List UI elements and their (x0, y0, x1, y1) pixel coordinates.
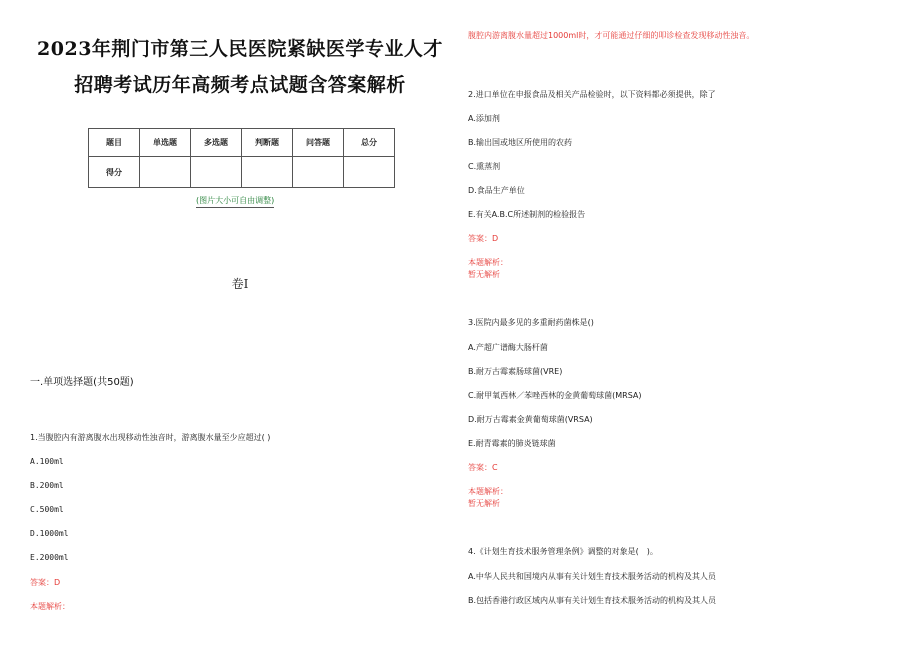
q4-option-b: B.包括香港行政区域内从事有关计划生育技术服务活动的机构及其人员 (468, 596, 717, 605)
q2-stem: 2.进口单位在申报食品及相关产品检验时，以下资料都必须提供，除了 (468, 90, 716, 99)
q4-option-a: A.中华人民共和国境内从事有关计划生育技术服务活动的机构及其人员 (468, 572, 716, 581)
q4-stem: 4.《计划生育技术服务管理条例》调整的对象是( )。 (468, 547, 658, 556)
q1-option-b: B.200ml (30, 481, 64, 490)
q2-option-a: A.添加剂 (468, 114, 500, 123)
page-title-line1: 2023年荆门市第三人民医院紧缺医学专业人才 (37, 38, 443, 60)
score-cell (242, 157, 293, 188)
q2-analysis-label: 本题解析： (468, 258, 508, 267)
q1-analysis-label: 本题解析： (30, 602, 70, 611)
q1-answer: 答案：D (30, 578, 61, 587)
q1-option-d: D.1000ml (30, 529, 69, 538)
score-header-cell: 总分 (344, 129, 395, 157)
score-header-cell: 单选题 (140, 129, 191, 157)
score-header-cell: 题目 (89, 129, 140, 157)
q3-answer: 答案：C (468, 463, 498, 472)
q2-analysis-text: 暂无解析 (468, 270, 500, 279)
score-table (88, 128, 395, 188)
q3-option-a: A.产超广谱酶大肠杆菌 (468, 343, 548, 352)
right-column (468, 0, 908, 651)
q1-option-e: E.2000ml (30, 553, 69, 562)
score-table-score-row (89, 157, 395, 188)
score-cell (344, 157, 395, 188)
q2-option-c: C.熏蒸剂 (468, 162, 501, 171)
q1-analysis-text: 腹腔内游离腹水量超过1000ml时，才可能通过仔细的叩诊检查发现移动性浊音。 (468, 31, 755, 40)
q3-option-d: D.耐万古霉素金黄葡萄球菌(VRSA) (468, 415, 593, 424)
q3-analysis-label: 本题解析： (468, 487, 508, 496)
score-header-cell: 多选题 (191, 129, 242, 157)
q3-option-c: C.耐甲氧西林／苯唑西林的金黄葡萄球菌(MRSA) (468, 391, 642, 400)
score-header-cell: 问答题 (293, 129, 344, 157)
table-note: (图片大小可自由调整) (196, 195, 274, 208)
score-cell (140, 157, 191, 188)
q2-option-e: E.有关A.B.C所述制剂的检验报告 (468, 210, 586, 219)
score-cell (293, 157, 344, 188)
q3-option-b: B.耐万古霉素肠球菌(VRE) (468, 367, 563, 376)
q2-option-b: B.输出国或地区所使用的农药 (468, 138, 573, 147)
score-header-cell: 判断题 (242, 129, 293, 157)
q2-answer: 答案：D (468, 234, 499, 243)
q3-option-e: E.耐青霉素的肺炎链球菌 (468, 439, 556, 448)
page-title-line2: 招聘考试历年高频考点试题含答案解析 (74, 74, 406, 96)
q1-option-c: C.500ml (30, 505, 64, 514)
score-table-header-row (89, 129, 395, 157)
q1-stem: 1.当腹腔内有游离腹水出现移动性浊音时，游离腹水量至少应超过( ) (30, 433, 271, 442)
q3-stem: 3.医院内最多见的多重耐药菌株是() (468, 318, 594, 327)
q2-option-d: D.食品生产单位 (468, 186, 525, 195)
left-column (30, 0, 450, 651)
section-heading: 一.单项选择题(共50题) (30, 377, 134, 388)
q3-analysis-text: 暂无解析 (468, 499, 500, 508)
score-row-label: 得分 (89, 157, 140, 188)
volume-heading: 卷Ⅰ (231, 277, 249, 291)
q1-option-a: A.100ml (30, 457, 64, 466)
score-cell (191, 157, 242, 188)
